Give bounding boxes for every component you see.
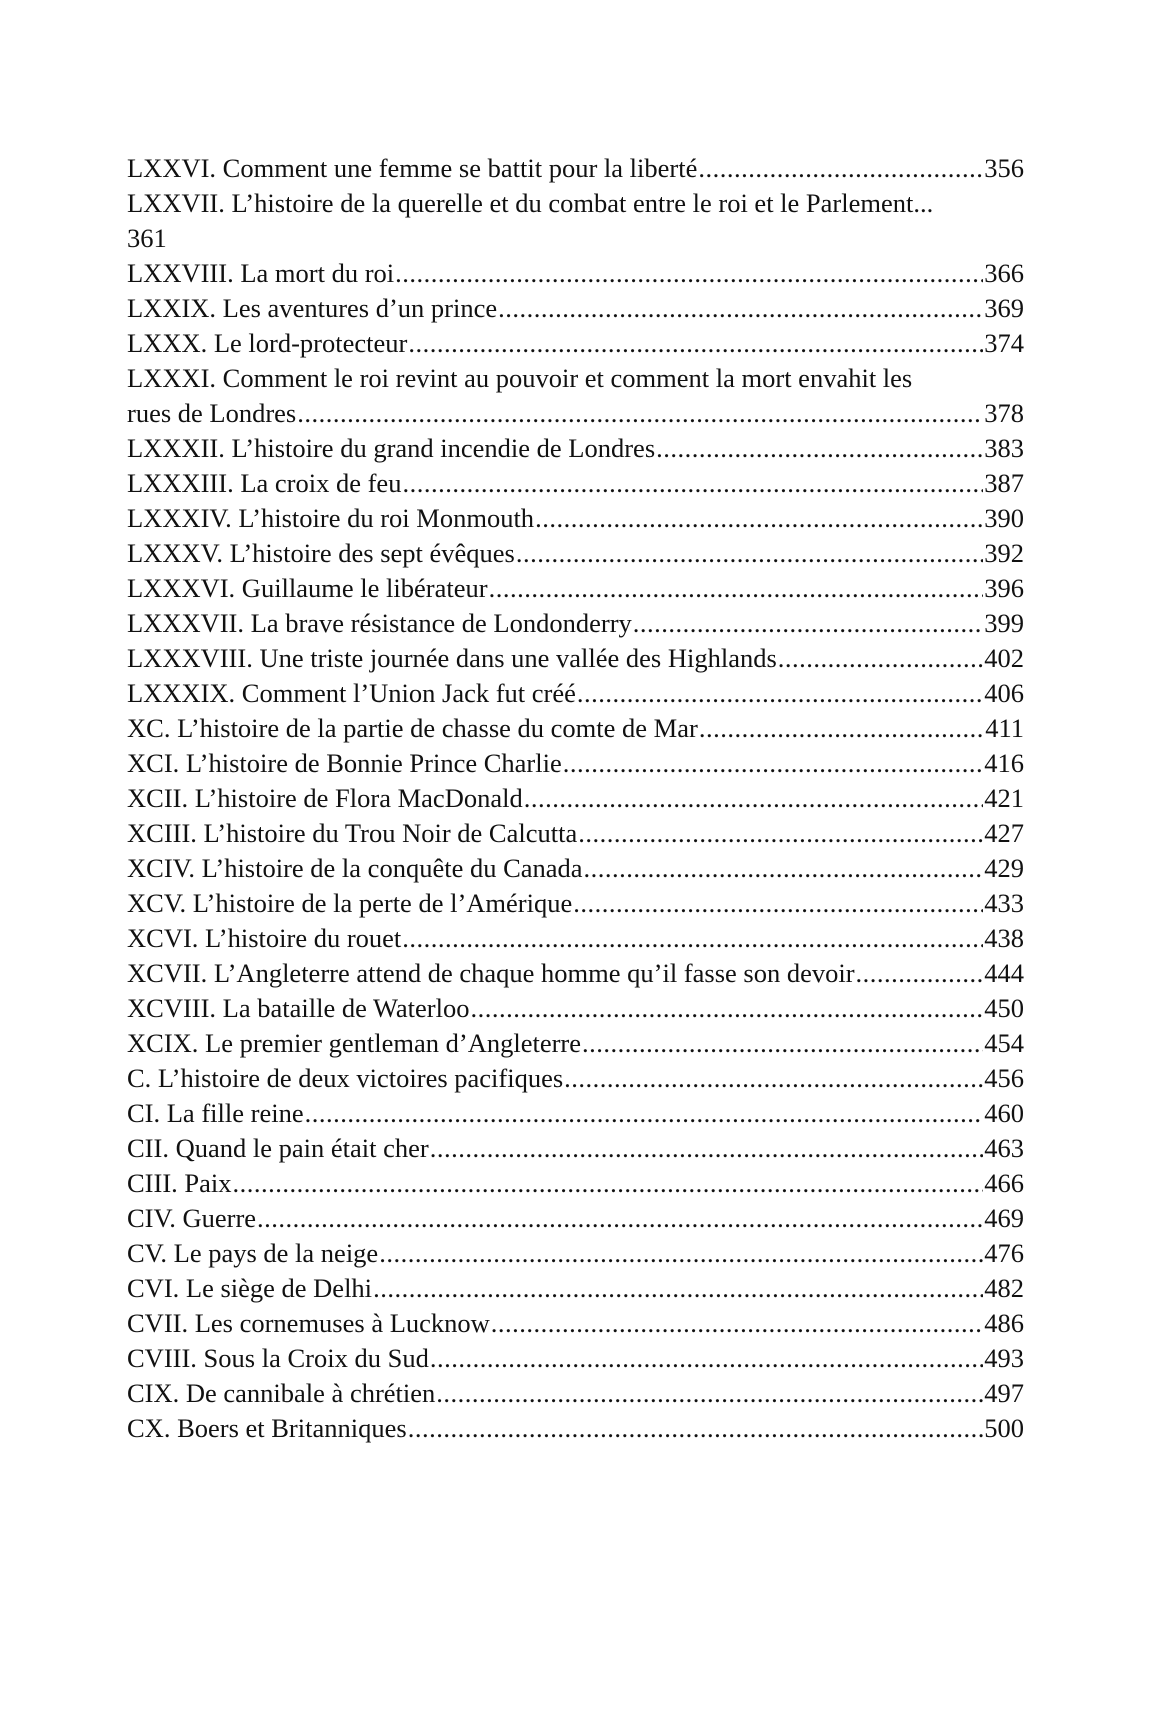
toc-entry-page: 378 [984, 398, 1024, 428]
toc-entry-title: LXXIX. Les aventures d’un prince [127, 293, 498, 323]
toc-entry-page: 438 [984, 923, 1024, 953]
toc-entry-page: 369 [984, 293, 1024, 323]
toc-group-a [127, 256, 1024, 361]
toc-entry-title: CI. La fille reine [127, 1098, 304, 1128]
toc-entry [127, 1166, 1024, 1201]
toc-entry [127, 291, 1024, 326]
dot-leader [373, 1271, 983, 1306]
toc-entry-page: 366 [984, 258, 1024, 288]
toc-entry-page: 392 [984, 538, 1024, 568]
toc-entry-page: 456 [984, 1063, 1024, 1093]
toc-entry [127, 816, 1024, 851]
toc-entry-title: CII. Quand le pain était cher [127, 1133, 429, 1163]
toc-entry-page: 444 [984, 958, 1024, 988]
toc-entry-title: LXXXIV. L’histoire du roi Monmouth [127, 503, 535, 533]
toc-entry-title: LXXXVI. Guillaume le libérateur [127, 573, 488, 603]
dot-leader [491, 1306, 983, 1341]
toc-entry-title: CX. Boers et Britanniques [127, 1413, 407, 1443]
toc-entry-title: CIX. De cannibale à chrétien [127, 1378, 436, 1408]
dot-leader [516, 536, 983, 571]
dot-leader [913, 186, 933, 221]
toc-entry-page: 463 [984, 1133, 1024, 1163]
toc-entry-page: 402 [984, 643, 1024, 673]
toc-entry-title: CVII. Les cornemuses à Lucknow [127, 1308, 490, 1338]
toc-entry-page: 433 [984, 888, 1024, 918]
toc-entry-title: CVIII. Sous la Croix du Sud [127, 1343, 429, 1373]
toc-entry-page: 421 [984, 783, 1024, 813]
toc-entry [127, 501, 1024, 536]
toc-group-b [127, 431, 1024, 1446]
toc-entry-title: LXXVI. Comment une femme se battit pour la liberté [127, 153, 698, 183]
dot-leader [778, 641, 983, 676]
toc-entry-title: CIII. Paix [127, 1168, 232, 1198]
dot-leader [408, 326, 983, 361]
dot-leader [573, 886, 983, 921]
dot-leader [395, 256, 983, 291]
toc-entry [127, 151, 1024, 186]
toc-entry-title: LXXXIX. Comment l’Union Jack fut créé [127, 678, 576, 708]
dot-leader [582, 1026, 983, 1061]
table-of-contents [127, 151, 1024, 1446]
dot-leader [563, 746, 984, 781]
toc-entry [127, 781, 1024, 816]
toc-entry [127, 921, 1024, 956]
toc-entry [127, 186, 1024, 256]
toc-entry [127, 1306, 1024, 1341]
dot-leader [633, 606, 983, 641]
toc-entry-page: 466 [984, 1168, 1024, 1198]
toc-entry [127, 746, 1024, 781]
toc-entry [127, 851, 1024, 886]
toc-entry-title: LXXXVII. La brave résistance de Londonderry [127, 608, 632, 638]
dot-leader [699, 711, 984, 746]
toc-entry [127, 256, 1024, 291]
toc-entry [127, 1201, 1024, 1236]
toc-entry-title: LXXXIII. La croix de feu [127, 468, 402, 498]
dot-leader [436, 1376, 983, 1411]
toc-entry [127, 1026, 1024, 1061]
dot-leader [578, 816, 983, 851]
dot-leader [524, 781, 984, 816]
toc-entry-title: CVI. Le siège de Delhi [127, 1273, 373, 1303]
toc-entry-title: LXXXII. L’histoire du grand incendie de Londres [127, 433, 656, 463]
toc-entry-title: XCVI. L’histoire du rouet [127, 923, 402, 953]
toc-entry-page: 411 [985, 713, 1024, 743]
toc-entry-page: 486 [984, 1308, 1024, 1338]
toc-entry-title: LXXXI. Comment le roi revint au pouvoir et comment la mort envahit les [127, 363, 913, 393]
dot-leader [535, 501, 983, 536]
toc-entry [127, 536, 1024, 571]
toc-entry [127, 1096, 1024, 1131]
toc-entry-title: XCVII. L’Angleterre attend de chaque homme qu’il fasse son devoir [127, 958, 855, 988]
dot-leader [430, 1341, 983, 1376]
dot-leader [297, 396, 983, 431]
toc-entry-page: 356 [984, 153, 1024, 183]
toc-entry-title: XCII. L’histoire de Flora MacDonald [127, 783, 523, 813]
toc-entry [127, 711, 1024, 746]
dot-leader [430, 1131, 984, 1166]
toc-entry-title: LXXXV. L’histoire des sept évêques [127, 538, 515, 568]
toc-entry-title: LXXVII. L’histoire de la querelle et du combat entre le roi et le Parlement [127, 188, 914, 218]
toc-entry-page: 406 [984, 678, 1024, 708]
toc-entry [127, 676, 1024, 711]
toc-entry-title: CIV. Guerre [127, 1203, 257, 1233]
toc-entry-page: 460 [984, 1098, 1024, 1128]
toc-entry [127, 1376, 1024, 1411]
dot-leader [257, 1201, 983, 1236]
toc-entry-page: 493 [984, 1343, 1024, 1373]
toc-entry-title: XCI. L’histoire de Bonnie Prince Charlie [127, 748, 562, 778]
toc-entry-title: C. L’histoire de deux victoires pacifiques [127, 1063, 564, 1093]
toc-entry-title: CV. Le pays de la neige [127, 1238, 379, 1268]
dot-leader [656, 431, 983, 466]
toc-entry [127, 1061, 1024, 1096]
toc-entry-title: XCIII. L’histoire du Trou Noir de Calcutta [127, 818, 578, 848]
toc-entry-title: LXXXVIII. Une triste journée dans une vallée des Highlands [127, 643, 777, 673]
toc-entry-page: 450 [984, 993, 1024, 1023]
toc-entry [127, 956, 1024, 991]
toc-entry-title: XC. L’histoire de la partie de chasse du comte de Mar [127, 713, 698, 743]
toc-entry-page: 383 [984, 433, 1024, 463]
toc-entry-title: XCVIII. La bataille de Waterloo [127, 993, 470, 1023]
toc-entry-title: LXXVIII. La mort du roi [127, 258, 395, 288]
toc-entry [127, 1236, 1024, 1271]
toc-entry-title-continued: rues de Londres [127, 398, 297, 428]
toc-entry [127, 431, 1024, 466]
toc-entry-page: 361 [127, 223, 167, 253]
toc-entry-page: 396 [984, 573, 1024, 603]
dot-leader [489, 571, 984, 606]
toc-entry-page: 500 [984, 1413, 1024, 1443]
dot-leader [577, 676, 983, 711]
toc-entry-page: 454 [984, 1028, 1024, 1058]
dot-leader [584, 851, 984, 886]
dot-leader [233, 1166, 984, 1201]
dot-leader [379, 1236, 983, 1271]
dot-leader [408, 1411, 984, 1446]
toc-entry [127, 1411, 1024, 1446]
toc-entry-page: 416 [984, 748, 1024, 778]
toc-entry-page: 482 [984, 1273, 1024, 1303]
dot-leader [856, 956, 984, 991]
toc-entry [127, 1341, 1024, 1376]
toc-entry [127, 991, 1024, 1026]
toc-entry [127, 326, 1024, 361]
dot-leader [498, 291, 983, 326]
toc-entry-title: XCIX. Le premier gentleman d’Angleterre [127, 1028, 581, 1058]
dot-leader [470, 991, 983, 1026]
toc-entry-page: 497 [984, 1378, 1024, 1408]
toc-entry-page: 429 [984, 853, 1024, 883]
toc-entry-page: 387 [984, 468, 1024, 498]
toc-entry [127, 571, 1024, 606]
toc-entry-page: 399 [984, 608, 1024, 638]
dot-leader [564, 1061, 983, 1096]
toc-entry [127, 641, 1024, 676]
toc-entry-title: XCV. L’histoire de la perte de l’Amérique [127, 888, 573, 918]
toc-entry-page: 469 [984, 1203, 1024, 1233]
toc-entry-title: XCIV. L’histoire de la conquête du Canada [127, 853, 583, 883]
dot-leader [305, 1096, 984, 1131]
toc-entry-title: LXXX. Le lord-protecteur [127, 328, 408, 358]
toc-entry [127, 1271, 1024, 1306]
dot-leader [402, 921, 983, 956]
toc-entry-page: 427 [984, 818, 1024, 848]
toc-entry [127, 466, 1024, 501]
toc-entry-page: 476 [984, 1238, 1024, 1268]
toc-entry-page: 374 [984, 328, 1024, 358]
dot-leader [402, 466, 983, 501]
toc-entry [127, 606, 1024, 641]
dot-leader [698, 151, 983, 186]
toc-entry [127, 886, 1024, 921]
toc-entry-page: 390 [984, 503, 1024, 533]
toc-entry [127, 361, 1024, 431]
toc-entry [127, 1131, 1024, 1166]
